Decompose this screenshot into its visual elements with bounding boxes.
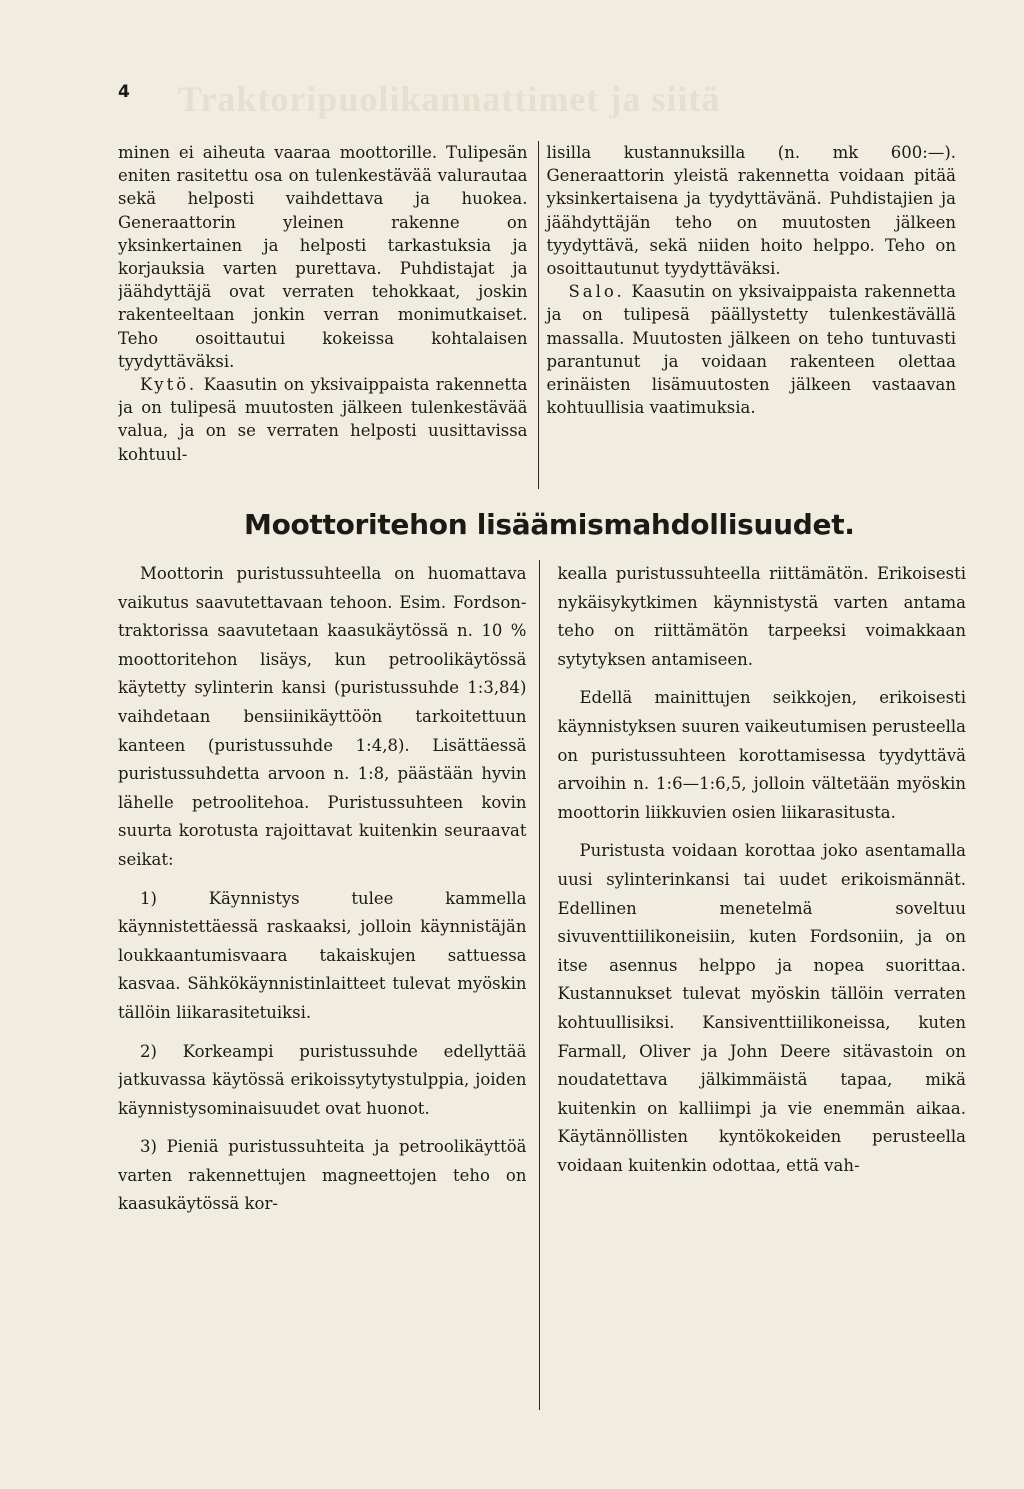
upper-two-column-text [118, 141, 956, 489]
list-item-3: 3) Pieniä puristussuhteita ja petroolikäyttöä varten rakennettujen magneettojen teho on kaasukäytössä kor- [118, 1137, 527, 1214]
lower-two-column-text [118, 560, 966, 1410]
lower-left-column [118, 560, 539, 1410]
faded-page-header: Traktoripuolikannattimet ja siitä [178, 79, 721, 119]
upper-left-column [118, 141, 538, 489]
list-item-1: 1) Käynnistys tulee kammella käynnistettäessä raskaaksi, jolloin käynnistäjän loukkaantumisvaara takaiskujen sattuessa kasvaa. Sähkökäynnistinlaitteet tulevat myöskin tällöin liikarasitetuiksi. [118, 888, 527, 1022]
paragraph-salo [547, 280, 957, 419]
paragraph-salo-text: Kaasutin on yksivaippaista rakennetta ja on tulipesä päällystetty tulenkestävällä massalla. Muutosten jälkeen on teho tuntuvasti parantunut ja voidaan rakenteen olettaa erinäisten lisämuutosten jälkeen vastaavan kohtuullisia vaatimuksia. [546, 282, 956, 418]
paragraph-kyto [118, 373, 528, 466]
paragraph-kyto-text: Kaasutin on yksivaippaista rakennetta ja on tulipesä muutosten jälkeen tulenkestävää valua, ja on se verraten helposti uusittavissa kohtuul- [118, 375, 528, 464]
paragraph: Moottorin puristussuhteella on huomattava vaikutus saavutettavaan tehoon. Esim. Fordson-traktorissa saavutetaan kaasukäytössä n. 10 % moottoritehon lisäys, kun petroolikäytössä käytetty sylinterin kansi (puristussuhde 1:3,84) vaihdetaan bensiinikäyttöön tarkoitettuun kanteen (puristussuhde 1:4,8). Lisättäessä puristussuhdetta arvoon n. 1:8, päästään hyvin lähelle petroolitehoa. Puristussuhteen kovin suurta korotusta rajoittavat kuitenkin seuraavat seikat: [118, 564, 527, 869]
lower-right-column [540, 560, 967, 1410]
paragraph: minen ei aiheuta vaaraa moottorille. Tulipesän eniten rasitettu osa on tulenkestävää valurautaa sekä helposti vaihdettava ja huokea. Generaattorin yleinen rakenne on yksinkertainen ja helposti tarkastuksia ja korjauksia varten purettava. Puhdistajat ja jäähdyttäjä ovat verraten tehokkaat, joskin rakenteeltaan jonkin verran monimutkaiset. Teho osoittautui kokeissa kohtalaisen tyydyttäväksi. [118, 143, 528, 371]
inline-heading-kyto: Kytö. [140, 375, 198, 395]
section-heading: Moottoritehon lisäämismahdollisuudet. [244, 508, 855, 541]
page-number: 4 [118, 82, 130, 102]
paragraph: kealla puristussuhteella riittämätön. Erikoisesti nykäisykytkimen käynnistystä varten antama teho on riittämätön tarpeeksi voimakkaan sytytyksen antamiseen. [557, 564, 966, 669]
inline-heading-salo: Salo. [568, 282, 625, 302]
paragraph: Puristusta voidaan korottaa joko asentamalla uusi sylinterinkansi tai uudet erikoismännät. Edellinen menetelmä soveltuu sivuventtiilikoneisiin, kuten Fordsoniin, ja on itse asennus helppo ja nopea suorittaa. Kustannukset tulevat myöskin tällöin verraten kohtuullisiksi. Kansiventtiilikoneissa, kuten Farmall, Oliver ja John Deere sitävastoin on noudatettava jälkimmäistä tapaa, mikä kuitenkin on kalliimpi ja vie enemmän aikaa. Käytännöllisten kyntökokeiden perusteella voidaan kuitenkin odottaa, että vah- [557, 841, 966, 1175]
list-item-2: 2) Korkeampi puristussuhde edellyttää jatkuvassa käytössä erikoissytytystulppia, joiden käynnistysominaisuudet ovat huonot. [118, 1041, 527, 1118]
paragraph: lisilla kustannuksilla (n. mk 600:—). Generaattorin yleistä rakennetta voidaan pitää yksinkertaisena ja tyydyttävänä. Puhdistajien ja jäähdyttäjän teho on muutosten jälkeen tyydyttävä, sekä niiden hoito helppo. Teho on osoittautunut tyydyttäväksi. [546, 143, 956, 279]
upper-right-column [539, 141, 957, 489]
paragraph: Edellä mainittujen seikkojen, erikoisesti käynnistyksen suuren vaikeutumisen perusteella on puristussuhteen korottamisessa tyydyttävä arvoihin n. 1:6—1:6,5, jolloin vältetään myöskin moottorin liikkuvien osien liikarasitusta. [557, 688, 966, 822]
